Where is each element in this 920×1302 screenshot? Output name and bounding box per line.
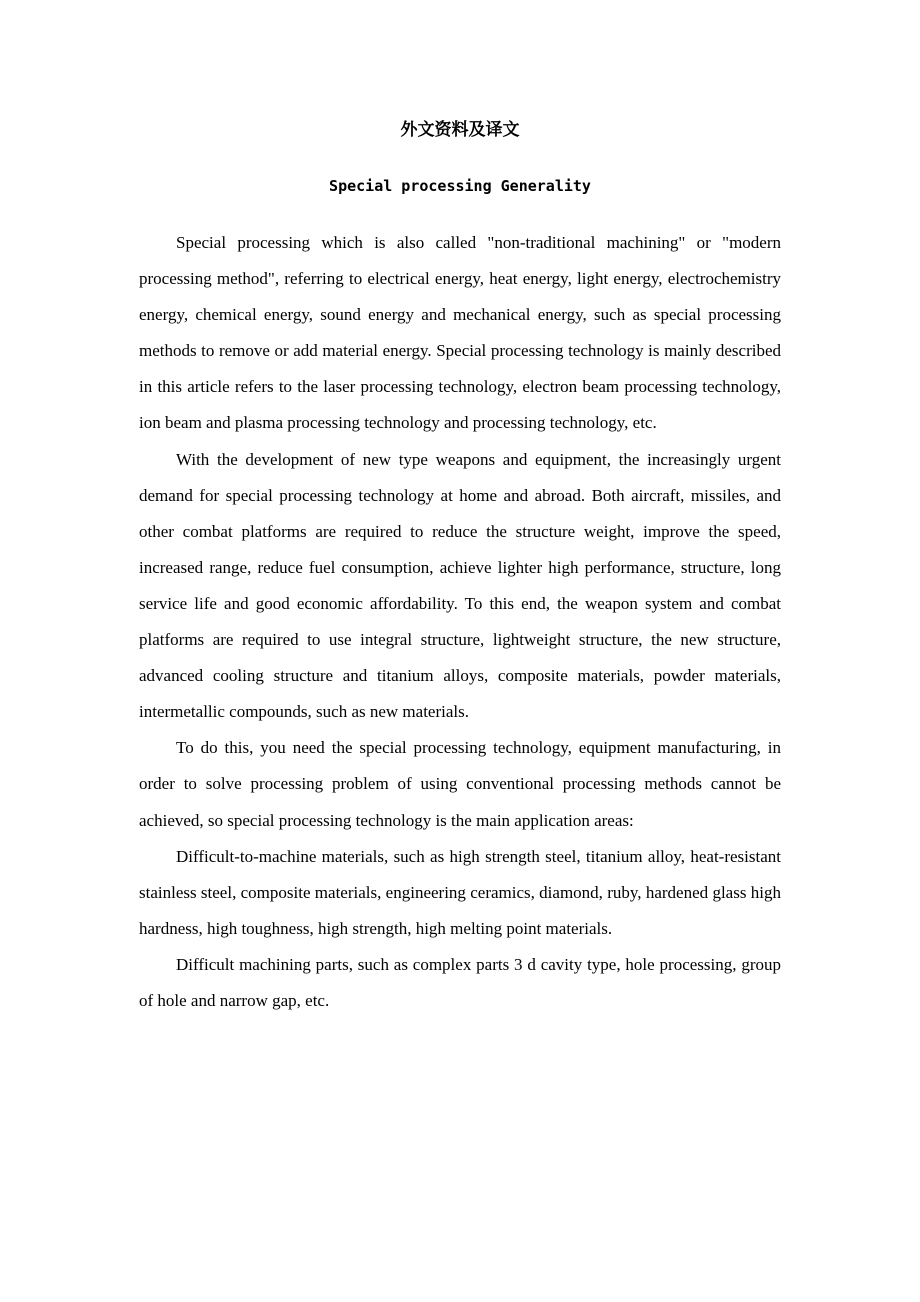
document-subheading: Special processing Generality — [329, 177, 591, 195]
paragraph-difficult-parts: Difficult machining parts, such as complex parts 3 d cavity type, hole processing, group of hole and narrow gap, etc. — [139, 954, 781, 1010]
paragraph-intro: Special processing which is also called "non-traditional machining" or "modern processing method", referring to electrical energy, heat energy, light energy, electrochemistry energy, chemical energy, sound energy and mechanical energy, such as special processing methods to remove or add material energy. Special processing technology is mainly described in this article refers to the laser processing technology, electron beam processing technology, ion beam and plasma processing technology and processing technology, etc. — [139, 233, 781, 433]
paragraph-difficult-materials: Difficult-to-machine materials, such as high strength steel, titanium alloy, heat-resistant stainless steel, composite materials, engineering ceramics, diamond, ruby, hardened glass high hardness, high toughness, high strength, high melting point materials. — [139, 846, 781, 938]
paragraph-development: With the development of new type weapons and equipment, the increasingly urgent demand for special processing technology at home and abroad. Both aircraft, missiles, and other combat platforms are required to reduce the structure weight, improve the speed, increased range, reduce fuel consumption, achieve lighter high performance, structure, long service life and good economic affordability. To this end, the weapon system and combat platforms are required to use integral structure, lightweight structure, the new structure, advanced cooling structure and titanium alloys, composite materials, powder materials, intermetallic compounds, such as new materials. — [139, 449, 781, 722]
paragraph-application-areas: To do this, you need the special processing technology, equipment manufacturing, in order to solve processing problem of using conventional processing methods cannot be achieved, so special processing technology is the main application areas: — [139, 738, 781, 830]
document-body — [139, 225, 781, 1019]
document-heading: 外文资料及译文 — [400, 120, 520, 140]
